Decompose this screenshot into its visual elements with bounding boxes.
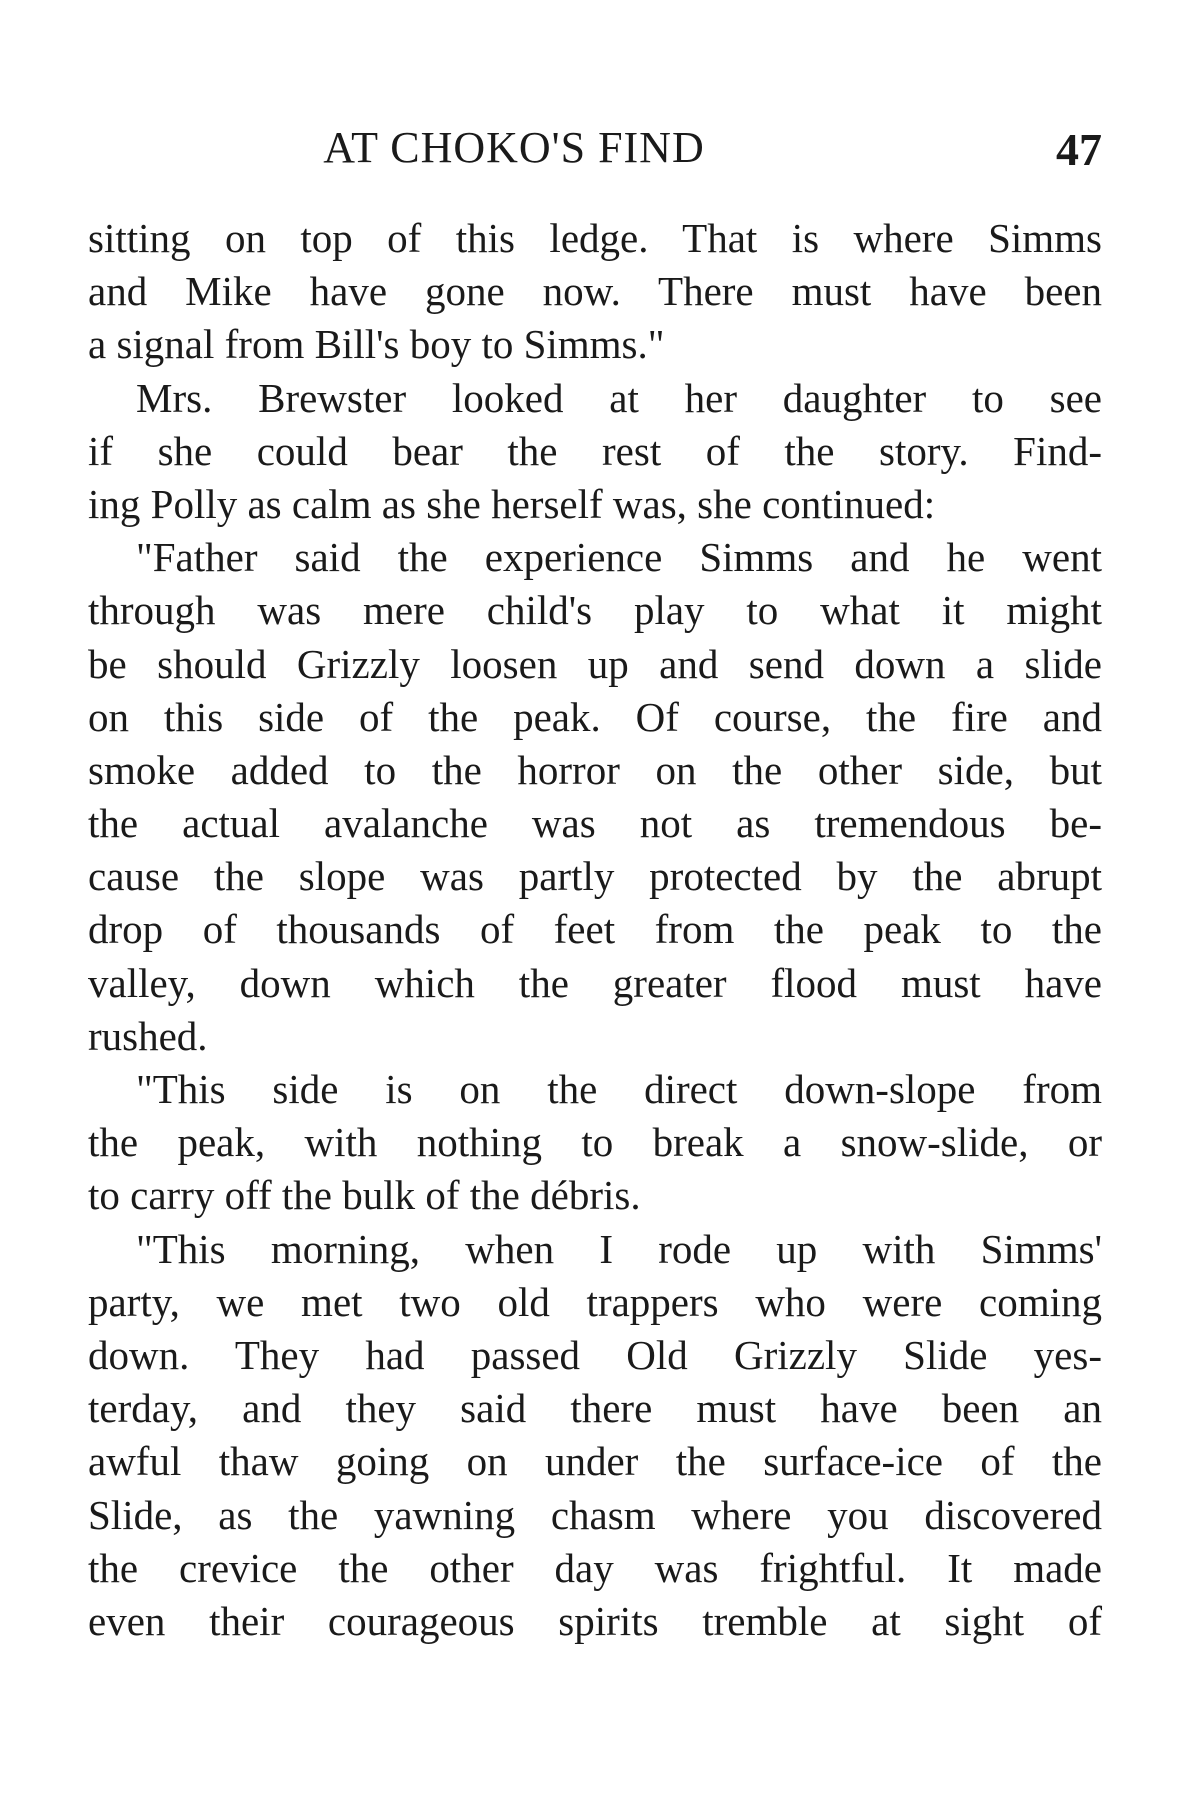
running-title: AT CHOKO'S FIND xyxy=(323,123,705,172)
text-line: "This morning, when I rode up with Simms' xyxy=(136,1225,1102,1272)
text-line: drop of thousands of feet from the peak to the xyxy=(88,906,1102,953)
text-line: valley, down which the greater flood must have xyxy=(88,959,1102,1006)
text-line: party, we met two old trappers who were coming xyxy=(88,1278,1102,1325)
text-line: down. They had passed Old Grizzly Slide yes- xyxy=(88,1331,1102,1378)
page-number: 47 xyxy=(1056,124,1102,175)
text-line: and Mike have gone now. There must have been xyxy=(88,268,1102,315)
text-line: awful thaw going on under the surface-ice of the xyxy=(88,1438,1102,1485)
text-line: even their courageous spirits tremble at sight of xyxy=(88,1597,1102,1644)
text-line: cause the slope was partly protected by the abrupt xyxy=(88,853,1102,900)
body-text xyxy=(88,212,1102,1648)
text-line: terday, and they said there must have been an xyxy=(88,1385,1102,1432)
text-line: be should Grizzly loosen up and send down a slide xyxy=(88,640,1102,687)
text-line: a signal from Bill's boy to Simms." xyxy=(88,321,665,368)
text-line: through was mere child's play to what it might xyxy=(88,587,1102,634)
text-line: the peak, with nothing to break a snow-slide, or xyxy=(88,1119,1102,1166)
text-line: rushed. xyxy=(88,1012,208,1059)
text-line: Mrs. Brewster looked at her daughter to see xyxy=(136,374,1102,421)
text-line: "Father said the experience Simms and he went xyxy=(136,534,1102,581)
text-line: the crevice the other day was frightful. It made xyxy=(88,1544,1102,1591)
text-line: sitting on top of this ledge. That is where Simms xyxy=(88,215,1102,261)
text-line: "This side is on the direct down-slope from xyxy=(136,1066,1102,1112)
text-line: Slide, as the yawning chasm where you discovered xyxy=(88,1491,1102,1538)
text-line: to carry off the bulk of the débris. xyxy=(88,1172,641,1219)
text-line: on this side of the peak. Of course, the fire and xyxy=(88,693,1102,740)
text-line: the actual avalanche was not as tremendous be- xyxy=(88,800,1102,847)
text-line: ing Polly as calm as she herself was, she continued: xyxy=(88,480,936,527)
text-line: if she could bear the rest of the story. Find- xyxy=(88,427,1102,474)
text-line: smoke added to the horror on the other side, but xyxy=(88,746,1102,793)
running-head xyxy=(88,118,1102,178)
